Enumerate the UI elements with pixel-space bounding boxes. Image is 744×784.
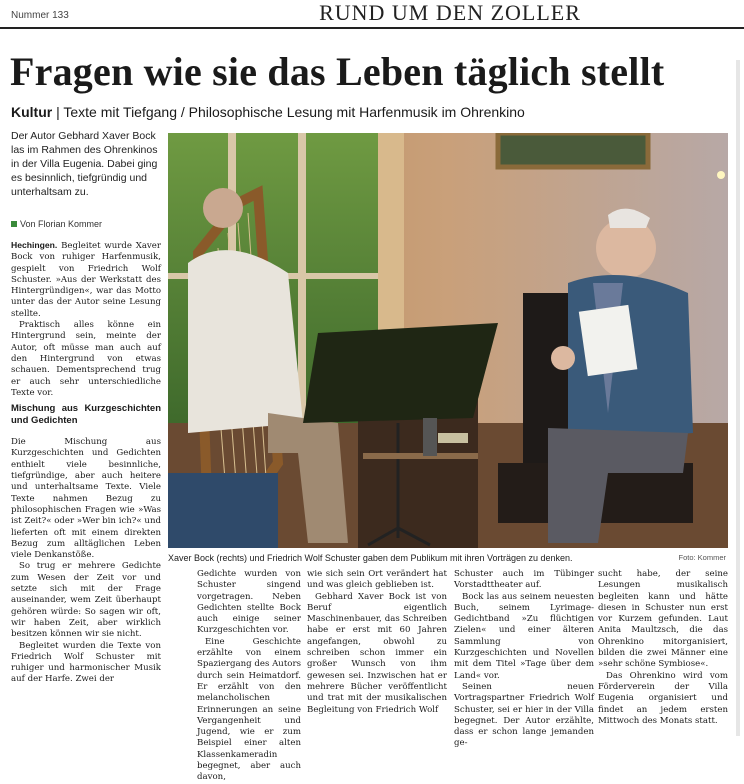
paragraph: So trug er mehrere Gedichte zum Wesen der Zeit vor und setzte sich mit der Frage auseinander, wem Zeit überhaupt gehören würde: So sagen wir oft, wir haben Zeit, aber wirklich besitzen können wir sie nicht.: [11, 561, 161, 640]
lead-paragraph: Der Autor Gebhard Xaver Bock las im Rahmen des Ohrenkinos in der Villa Eugenia. Dabei ging es besinnlich, tiefgründig und unterhaltsam zu.: [11, 130, 158, 198]
paragraph: Eine Geschichte erzählte von einem Spaziergang des Autors durch sein Heimatdorf. Er erzählt von den melancholischen Erinnerungen an seine Vergangenheit und Jugend, wie er zum Beispiel einer alten Klassenkameradin begegnet, aber auch davon,: [197, 636, 301, 783]
dateline: Hechingen.: [11, 240, 58, 250]
section-subhead: Mischung aus Kurzgeschichten und Gedichten: [11, 403, 161, 427]
paragraph: Praktisch alles könne ein Hintergrund sein, meinte der Autor, oft müsse man auch auf den Hintergrund von etwas schauen. Dementsprechend trug er auch sehr unterschiedliche Texte vor.: [11, 320, 161, 398]
paragraph: wie sich sein Ort verändert hat und was gleich geblieben ist.: [307, 569, 447, 591]
subheadline: [11, 104, 525, 120]
section-rubric: RUND UM DEN ZOLLER: [319, 0, 581, 25]
paragraph: sucht habe, der seine Lesungen musikalisch begleiten kann und hätte diesen in Schuster nun erst vor Kurzem gefunden. Laut Anita Maultzsch, die das Ohrenkino mitorganisiert, bilden die zwei Männer eine »sehr schöne Symbiose«.: [598, 569, 728, 670]
paragraph: Gedichte wurden von Schuster singend vorgetragen. Neben Gedichten stellte Bock auch einige seiner Kurzgeschichten vor.: [197, 569, 301, 636]
article-column-left: [11, 240, 161, 686]
article-column-3: [454, 569, 594, 750]
paragraph: Seinen neuen Vortragspartner Friedrich Wolf Schuster, sei er hier in der Villa begegnet. Der Autor erzählte, dass er schon lange jemanden ge-: [454, 681, 594, 749]
byline: [11, 219, 102, 229]
article-column-4: [598, 569, 728, 727]
photo-caption: [168, 553, 728, 563]
paragraph: Bock las aus seinem neuesten Buch, seinem Lyrimage-Gedichtband »Zu flüchtigen Zielen« und einer älteren Sammlung von Kurzgeschichten und Novellen mit dem Titel »Tage über dem Land« vor.: [454, 591, 594, 681]
kicker: Kultur: [11, 104, 53, 120]
issue-number: Nummer 133: [11, 10, 69, 21]
paragraph: [11, 240, 161, 320]
subheadline-text: | Texte mit Tiefgang / Philosophische Lesung mit Harfenmusik im Ohrenkino: [52, 104, 525, 120]
paragraph: Begleitet wurden die Texte von Friedrich Wolf Schuster mit ruhiger und harmonischer Musik auf der Harfe. Zwei der: [11, 640, 161, 685]
article-photo: [168, 133, 728, 548]
paragraph: Die Mischung aus Kurzgeschichten und Gedichten enthielt viele besinnliche, tiefgründige, aber auch heitere und unterhaltsame Texte. Viele Texte nahmen Bezug zu philosophischen Fragen wie »Was ist Zeit?« oder »Wer bin ich?« und lieferten oft mit einem direkten Bezug zum alltäglichen Leben viele Denkanstöße.: [11, 437, 161, 561]
byline-author: Von Florian Kommer: [20, 219, 103, 229]
header-rule: [0, 27, 744, 29]
article-column-2: [307, 569, 447, 716]
article-column-1: [197, 569, 301, 784]
byline-marker-icon: [11, 221, 17, 227]
photo-illustration: [168, 133, 728, 548]
caption-text: Xaver Bock (rechts) und Friedrich Wolf Schuster gaben dem Publikum mit ihren Vorträgen zu denken.: [168, 553, 573, 563]
paragraph-text: Begleitet wurde Xaver Bock von ruhiger Harfenmusik, gespielt von Friedrich Wolf Schuster. »Aus der Werkstatt des Hintergründigen«, war das Motto unter das der Autor seine Lesung stellte.: [11, 241, 161, 319]
photo-credit: Foto: Kommer: [678, 553, 726, 562]
paragraph: Schuster auch im Tübinger Vorstadttheater auf.: [454, 569, 594, 591]
headline: Fragen wie sie das Leben täglich stellt: [10, 49, 665, 94]
paragraph: Gebhard Xaver Bock ist von Beruf eigentlich Maschinenbauer, das Schreiben habe er erst mit 60 Jahren angefangen, obwohl zu schreiben schon immer ein großer Wunsch von ihm gewesen sei. Inzwischen hat er mehrere Bücher veröffentlicht und trat mit der musikalischen Begleitung von Friedrich Wolf: [307, 591, 447, 715]
paragraph: Das Ohrenkino wird vom Förderverein der Villa Eugenia organisiert und findet an jedem ersten Mittwoch des Monats statt.: [598, 670, 728, 726]
page-edge: [736, 60, 740, 736]
